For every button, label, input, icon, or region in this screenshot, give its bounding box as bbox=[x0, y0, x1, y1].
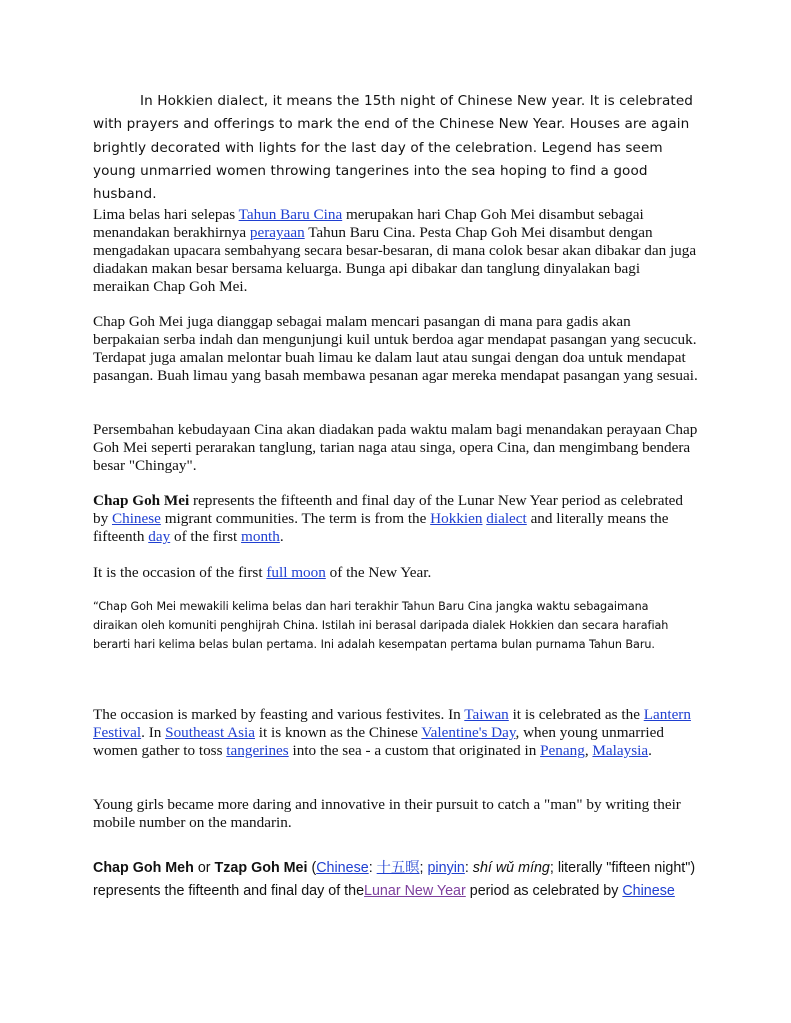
link-chinese[interactable]: Chinese bbox=[111, 510, 161, 527]
text-run: of the New Year. bbox=[325, 564, 432, 581]
paragraph-text: Chap Goh Mei juga dianggap sebagai malam mencari pasangan di mana para gadis akan berpakaian serba indah dan mengunjungi kuil untuk berdoa agar mendapat pasangan yang secucuk. Terdapat juga amalan melontar buah limau ke dalam laut atau sungai dengan doa untuk mendapat pasangan. Buah limau yang basah membawa pesanan agar mereka mendapat pasangan yang sesuai. bbox=[93, 313, 698, 384]
text-run: it is known as the Chinese bbox=[255, 724, 422, 741]
link-perayaan[interactable]: perayaan bbox=[249, 224, 305, 241]
link-southeast-asia[interactable]: Southeast Asia bbox=[165, 724, 255, 741]
paragraph-persembahan bbox=[93, 421, 699, 475]
text-run: and literally means the fifteenth bbox=[93, 510, 669, 545]
paragraph-text: Young girls became more daring and innovative in their pursuit to catch a "man" by writing their mobile number on the mandarin. bbox=[93, 796, 681, 831]
paragraph-young-girls bbox=[93, 796, 713, 832]
link-lunar-new-year[interactable]: Lunar New Year bbox=[364, 883, 466, 899]
text-run: ; bbox=[419, 860, 428, 876]
text-run: Lima belas hari selepas bbox=[93, 206, 239, 223]
text-run: The occasion is marked by feasting and various festivites. In bbox=[93, 706, 465, 723]
link-full-moon[interactable]: full moon bbox=[266, 564, 326, 581]
text-run: represents the fifteenth and final day of the Lunar New Year period as celebrated by bbox=[93, 492, 684, 527]
link-lantern-festival[interactable]: Lantern Festival bbox=[93, 706, 691, 741]
text-run: migrant communities. The term is from the bbox=[160, 510, 431, 527]
link-hokkien[interactable]: Hokkien bbox=[430, 510, 483, 527]
text-run: : bbox=[368, 860, 377, 876]
text-run: . bbox=[279, 528, 284, 545]
paragraph-quote-malay bbox=[93, 597, 693, 654]
link-chinese-3[interactable]: Chinese bbox=[622, 883, 675, 899]
text-run: it is celebrated as the bbox=[508, 706, 644, 723]
bold-term: Chap Goh Mei bbox=[93, 492, 190, 509]
bold-term: Chap Goh Meh bbox=[93, 860, 194, 876]
link-dialect[interactable]: dialect bbox=[486, 510, 527, 527]
text-run: : bbox=[464, 860, 473, 876]
paragraph-text: “Chap Goh Mei mewakili kelima belas dan hari terakhir Tahun Baru Cina jangka waktu sebagaimana diraikan oleh komuniti penghijrah China. Istilah ini berasal daripada dialek Hokkien dan secara harafiah berarti hari kelima belas bulan pertama. Ini adalah kesempatan pertama bulan purnama Tahun Baru. bbox=[93, 600, 669, 651]
text-run: period as celebrated by bbox=[465, 883, 623, 899]
link-malaysia[interactable]: Malaysia bbox=[592, 742, 649, 759]
link-month[interactable]: month bbox=[241, 528, 280, 545]
text-run: merupakan hari Chap Goh Mei disambut sebagai menandakan berakhirnya bbox=[93, 206, 644, 241]
paragraph-occasion bbox=[93, 706, 699, 760]
link-day[interactable]: day bbox=[148, 528, 171, 545]
link-tangerines[interactable]: tangerines bbox=[226, 742, 289, 759]
paragraph-chap-goh-meh bbox=[93, 857, 699, 903]
text-run: , bbox=[584, 742, 593, 759]
text-run: It is the occasion of the first bbox=[93, 564, 267, 581]
text-run: of the first bbox=[170, 528, 242, 545]
text-run: into the sea - a custom that originated in bbox=[288, 742, 541, 759]
text-run: . bbox=[648, 742, 652, 759]
link-pinyin[interactable]: pinyin bbox=[427, 860, 465, 876]
link-chinese-characters[interactable]: 十五暝 bbox=[376, 860, 420, 876]
link-chinese-2[interactable]: Chinese bbox=[316, 860, 369, 876]
text-run: or bbox=[193, 860, 215, 876]
link-penang[interactable]: Penang bbox=[540, 742, 585, 759]
paragraph-chap-goh-mei-english bbox=[93, 492, 699, 546]
paragraph-text: Persembahan kebudayaan Cina akan diadakan pada waktu malam bagi menandakan perayaan Chap Goh Mei seperti perarakan tanglung, tarian naga atau singa, opera Cina, dan mengimbang bendera besar "Chingay". bbox=[93, 421, 698, 474]
link-valentines-day[interactable]: Valentine's Day bbox=[421, 724, 516, 741]
paragraph-hokkien-intro bbox=[93, 90, 705, 206]
paragraph-text: In Hokkien dialect, it means the 15th night of Chinese New year. It is celebrated with prayers and offerings to mark the end of the Chinese New Year. Houses are again brightly decorated with lights for the last day of the celebration. Legend has seem young unmarried women throwing tangerines into the sea hoping to find a good husband. bbox=[93, 93, 694, 203]
link-tahun-baru-cina[interactable]: Tahun Baru Cina bbox=[238, 206, 343, 223]
text-run: . In bbox=[141, 724, 166, 741]
italic-pinyin: shí wǔ míng bbox=[472, 860, 550, 876]
paragraph-lima-belas bbox=[93, 206, 699, 296]
bold-term: Tzap Goh Mei bbox=[214, 860, 308, 876]
text-run: , when young unmarried women gather to toss bbox=[93, 724, 664, 759]
paragraph-malam-pasangan bbox=[93, 313, 699, 385]
text-run: ( bbox=[307, 860, 317, 876]
text-run: Tahun Baru Cina. Pesta Chap Goh Mei disambut dengan mengadakan upacara sembahyang secara besar-besaran, di mana colok besar akan dibakar dan juga diadakan makan besar bersama keluarga. Bunga api dibakar dan tanglung dinyalakan bagi meraikan Chap Goh Mei. bbox=[93, 224, 697, 295]
link-taiwan[interactable]: Taiwan bbox=[464, 706, 509, 723]
paragraph-full-moon bbox=[93, 564, 699, 582]
text-run: ; literally "fifteen night") represents the fifteenth and final day of the bbox=[93, 860, 696, 899]
